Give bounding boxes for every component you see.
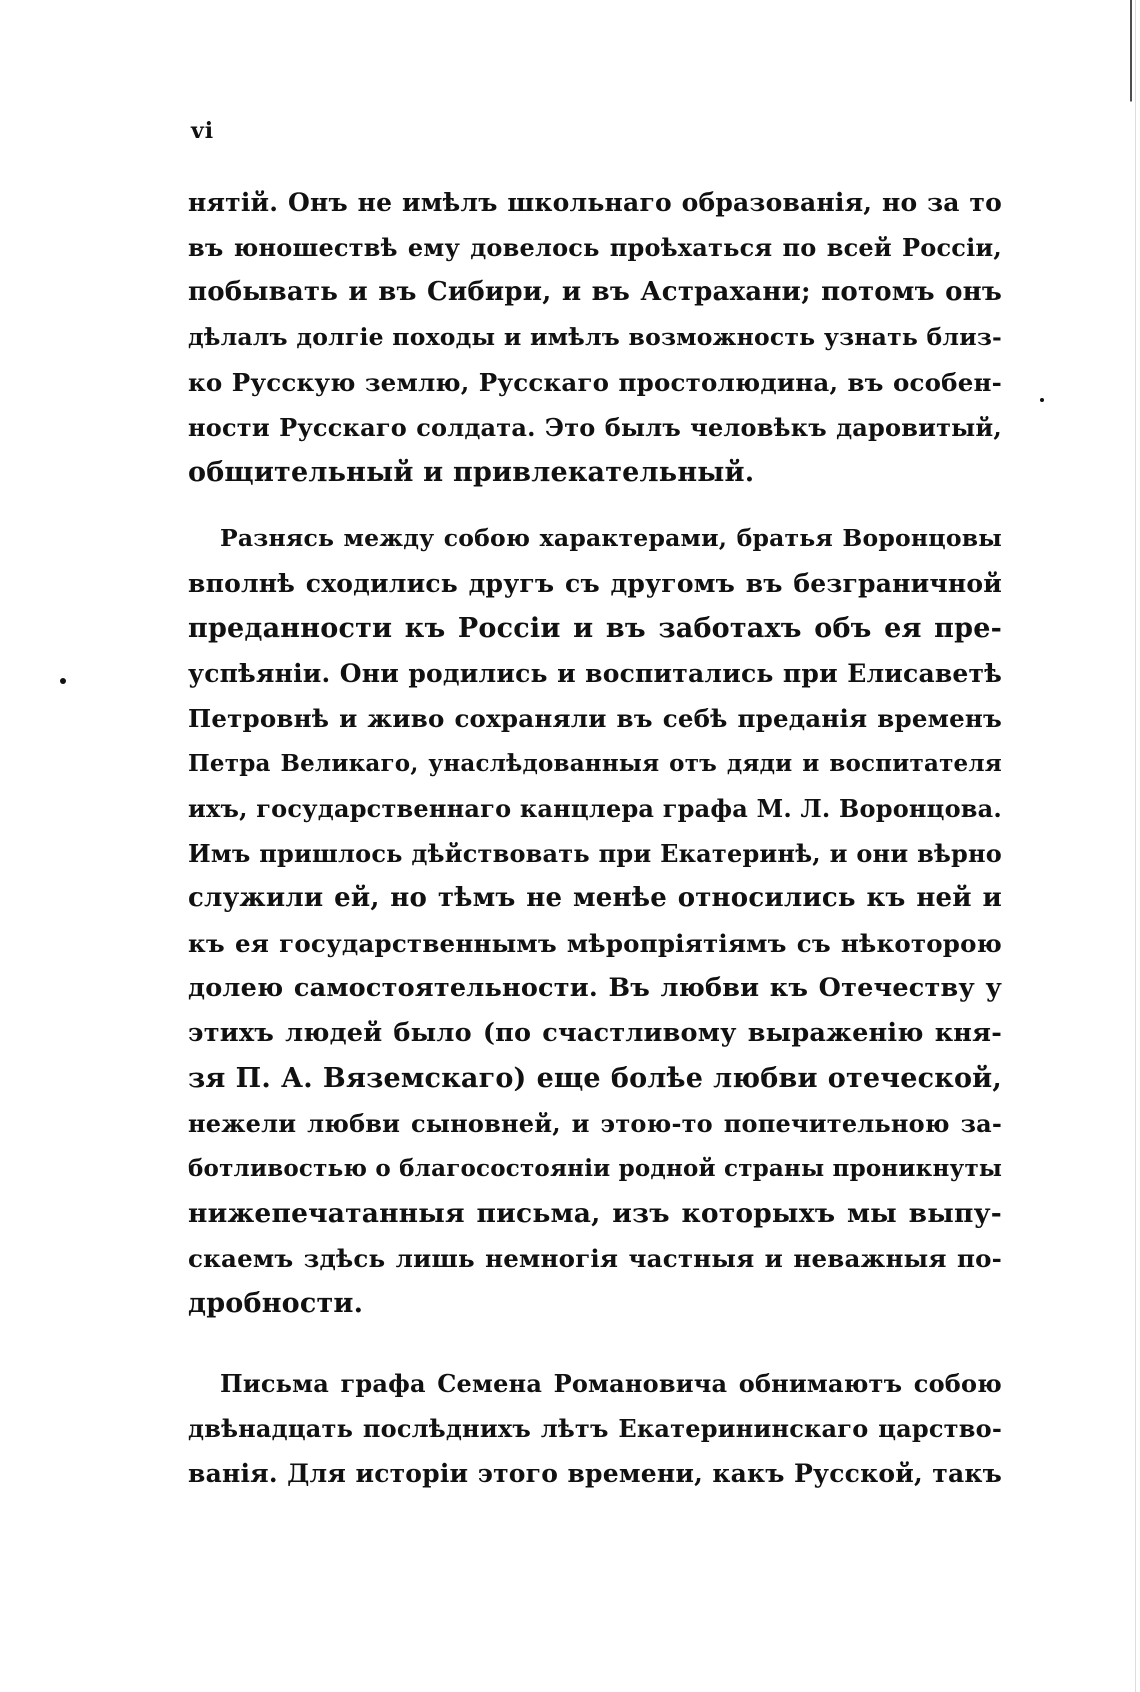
- text-line: общительный и привлекательный.: [188, 457, 755, 488]
- text-line: вполнѣ сходились другъ съ другомъ въ безграничной: [188, 569, 1002, 598]
- text-line: дробности.: [188, 1288, 364, 1319]
- text-line: скаемъ здѣсь лишь немногія частныя и неважныя по-: [188, 1244, 1002, 1273]
- text-line: ности Русскаго солдата. Это былъ человѣкъ даровитый,: [188, 413, 1002, 442]
- paragraph-3: [188, 1361, 1002, 1496]
- text-line: успѣяніи. Они родились и воспитались при Елисаветѣ: [188, 659, 1002, 688]
- paragraph-1: [188, 180, 1002, 495]
- text-line: побывать и въ Сибири, и въ Астрахани; потомъ онъ: [188, 277, 1002, 307]
- binding-edge-shadow: [1135, 0, 1136, 1692]
- text-line: нежели любви сыновней, и этою-то попечительною за-: [188, 1109, 1002, 1138]
- text-line: служили ей, но тѣмъ не менѣе относились къ ней и: [188, 883, 1002, 913]
- text-line: нижепечатанныя письма, изъ которыхъ мы выпу-: [188, 1198, 1002, 1229]
- text-line: ботливостью о благосостояніи родной страны проникнуты: [188, 1155, 1003, 1182]
- text-line: къ ея государственнымъ мѣропріятіямъ съ нѣкоторою: [188, 929, 1002, 958]
- text-line: зя П. А. Вяземскаго) еще болѣе любви отеческой,: [188, 1063, 1002, 1094]
- text-line: Имъ пришлось дѣйствовать при Екатеринѣ, и они вѣрно: [188, 839, 1002, 868]
- text-line: ихъ, государственнаго канцлера графа М. Л. Воронцова.: [188, 794, 1002, 823]
- ink-speck: [60, 678, 66, 684]
- text-line: Петра Великаго, унаслѣдованныя отъ дяди и воспитателя: [188, 750, 1002, 777]
- text-line: Разнясь между собою характерами, братья Воронцовы: [220, 524, 1002, 552]
- text-line: долею самостоятельности. Въ любви къ Отечеству у: [188, 973, 1002, 1003]
- text-line: ко Русскую землю, Русскаго простолюдина, въ особен-: [188, 368, 1002, 397]
- binding-edge: [1130, 0, 1132, 1692]
- text-line: этихъ людей было (по счастливому выраженію кня-: [188, 1018, 1002, 1048]
- text-line: Письма графа Семена Романовича обнимаютъ собою: [220, 1369, 1002, 1398]
- text-line: дѣлалъ долгіе походы и имѣлъ возможность узнать близ-: [188, 323, 1002, 351]
- text-line: двѣнадцать послѣднихъ лѣтъ Екатерининскаго царство-: [188, 1414, 1002, 1443]
- text-line: въ юношествѣ ему довелось проѣхаться по всей Россіи,: [188, 233, 1002, 262]
- ink-speck: [1040, 398, 1044, 402]
- text-line: преданности къ Россіи и въ заботахъ объ ея пре-: [188, 613, 1002, 644]
- page-number: vi: [191, 118, 215, 144]
- paragraph-2: [188, 516, 1002, 1326]
- text-line: Петровнѣ и живо сохраняли въ себѣ преданія временъ: [188, 704, 1002, 733]
- text-line: ванія. Для исторіи этого времени, какъ Русской, такъ: [188, 1459, 1002, 1488]
- text-line: нятій. Онъ не имѣлъ школьнаго образованія, но за то: [188, 188, 1002, 217]
